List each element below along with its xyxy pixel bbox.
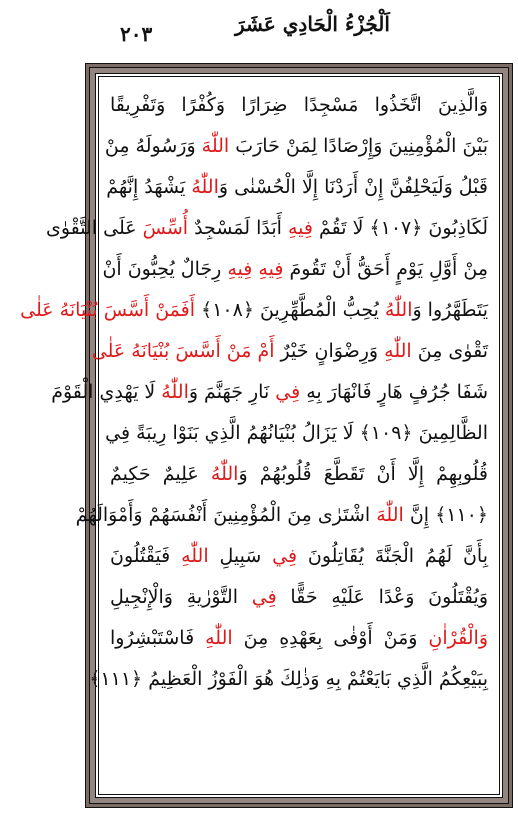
highlighted-word: اللّٰهُ xyxy=(161,381,189,403)
verse-text: بَيْنَ الْمُؤْمِنِينَ وَإِرْصَادًا لِمَنْ حَارَبَ xyxy=(229,135,488,157)
ornamental-frame xyxy=(20,63,513,808)
page-number: ٢٠٣ xyxy=(120,22,153,46)
text-line xyxy=(104,133,488,159)
verse-text: عَلِيمٌ حَكِيمٌ xyxy=(110,463,211,485)
frame-inner-border xyxy=(20,67,509,804)
verse-text: فَاسْتَبْشِرُوا xyxy=(110,627,206,649)
verse-text: بِبَيْعِكُمُ الَّذِي بَايَعْتُمْ بِهِ وَذٰلِكَ هُوَ الْفَوْزُ الْعَظِيمُ ﴿١١١﴾ xyxy=(89,668,488,690)
text-line xyxy=(110,92,488,118)
verse-text: لَا يَهْدِي الْقَوْمَ xyxy=(51,381,162,403)
verse-text: يُحِبُّ الْمُطَّهِّرِينَ ﴿١٠٨﴾ xyxy=(195,299,385,321)
verse-text: ﴿١١٠﴾ إِنَّ xyxy=(403,504,488,526)
text-line xyxy=(110,461,488,487)
verse-text: قَبْلُ وَلَيَحْلِفُنَّ إِنْ أَرَدْنَا إِلَّا الْحُسْنٰى وَ xyxy=(218,176,488,198)
highlighted-word: اللّٰهِ xyxy=(205,627,233,649)
verse-text: رِجَالٌ يُحِبُّونَ أَنْ xyxy=(102,258,228,280)
highlighted-word: فِي xyxy=(272,545,298,567)
verse-text: وَرِضْوَانٍ خَيْرٌ xyxy=(274,340,385,362)
highlighted-word: أَفَمَنْ أَسَّسَ بُنْيَانَهُ عَلٰى xyxy=(20,299,196,321)
verse-text: تَقْوٰى مِنَ xyxy=(411,340,488,362)
verse-text: بِأَنَّ لَهُمُ الْجَنَّةَ يُقَاتِلُونَ xyxy=(297,545,488,567)
highlighted-word: اللّٰهِ xyxy=(384,340,412,362)
highlighted-word: اللّٰهُ xyxy=(384,299,413,321)
text-line xyxy=(110,625,488,651)
verse-text: الظَّالِمِينَ ﴿١٠٩﴾ لَا يَزَالُ بُنْيَانُهُمُ الَّذِي بَنَوْا رِيبَةً فِي xyxy=(105,422,488,444)
highlighted-word: أُسِّسَ xyxy=(142,217,189,239)
text-line xyxy=(106,174,488,200)
verse-text: عَلَى التَّقْوٰى xyxy=(45,217,143,239)
verse-text: يَشْهَدُ إِنَّهُمْ xyxy=(106,176,192,198)
text-line xyxy=(89,666,488,692)
text-line xyxy=(45,215,488,241)
highlighted-word: اللّٰهُ xyxy=(210,463,239,485)
verse-text: أَبَدًا لَمَسْجِدٌ xyxy=(188,217,288,239)
verse-text: فَيَقْتُلُونَ xyxy=(110,545,182,567)
verse-text: يَتَطَهَّرُوا وَ xyxy=(412,299,488,321)
text-line xyxy=(110,584,488,610)
highlighted-word: فِيهِ xyxy=(287,217,313,239)
verse-text: سَبِيلِ xyxy=(208,545,273,567)
verse-text: نَارِ جَهَنَّمَ وَ xyxy=(188,381,276,403)
text-line xyxy=(105,420,488,446)
highlighted-word: اللّٰهُ xyxy=(191,176,219,198)
highlighted-word: فِيهِ فِيهِ xyxy=(227,258,284,280)
highlighted-word: اللّٰهَ xyxy=(201,135,230,157)
verse-text: لَكَاذِبُونَ ﴿١٠٧﴾ لَا تَقُمْ xyxy=(312,217,488,239)
highlighted-word: فِي xyxy=(275,381,301,403)
verse-text-panel xyxy=(20,73,503,798)
verse-text: وَيُقْتَلُونَ وَعْدًا عَلَيْهِ حَقًّا xyxy=(276,586,489,608)
text-line xyxy=(102,256,488,282)
page-header xyxy=(0,0,518,50)
verse-text: وَالَّذِينَ اتَّخَذُوا مَسْجِدًا ضِرَارًا وَكُفْرًا وَتَفْرِيقًا xyxy=(110,94,488,116)
highlighted-word: وَالْقُرْاٰنِ xyxy=(428,627,488,649)
verse-text: وَرَسُولَهُ مِنْ xyxy=(104,135,202,157)
text-line xyxy=(51,379,488,405)
verse-text: اشْتَرٰى مِنَ الْمُؤْمِنِينَ أَنْفُسَهُمْ وَأَمْوَالَهُمْ xyxy=(75,504,377,526)
highlighted-word: فِي xyxy=(251,586,277,608)
verse-text: مِنْ أَوَّلِ يَوْمٍ أَحَقُّ أَنْ تَقُومَ xyxy=(283,258,488,280)
juz-title: اَلْجُزْءُ الْحَادِي عَشَرَ xyxy=(235,12,390,36)
verse-text: شَفَا جُرُفٍ هَارٍ فَانْهَارَ بِهِ xyxy=(300,381,488,403)
verse-text: قُلُوبِهِمْ إِلَّا أَنْ تَقَطَّعَ قُلُوبُهُمْ وَ xyxy=(238,463,489,485)
highlighted-word: أَمْ مَنْ أَسَّسَ بُنْيَانَهُ عَلٰى xyxy=(91,340,275,362)
highlighted-word: اللّٰهَ xyxy=(376,504,404,526)
text-line xyxy=(75,502,488,528)
text-line xyxy=(20,297,488,323)
text-line xyxy=(91,338,488,364)
verse-text: التَّوْرٰيةِ وَالْإِنْجِيلِ xyxy=(110,586,252,608)
highlighted-word: اللّٰهِ xyxy=(181,545,209,567)
verse-text: وَمَنْ أَوْفٰى بِعَهْدِهِ مِنَ xyxy=(232,627,429,649)
text-line xyxy=(110,543,488,569)
